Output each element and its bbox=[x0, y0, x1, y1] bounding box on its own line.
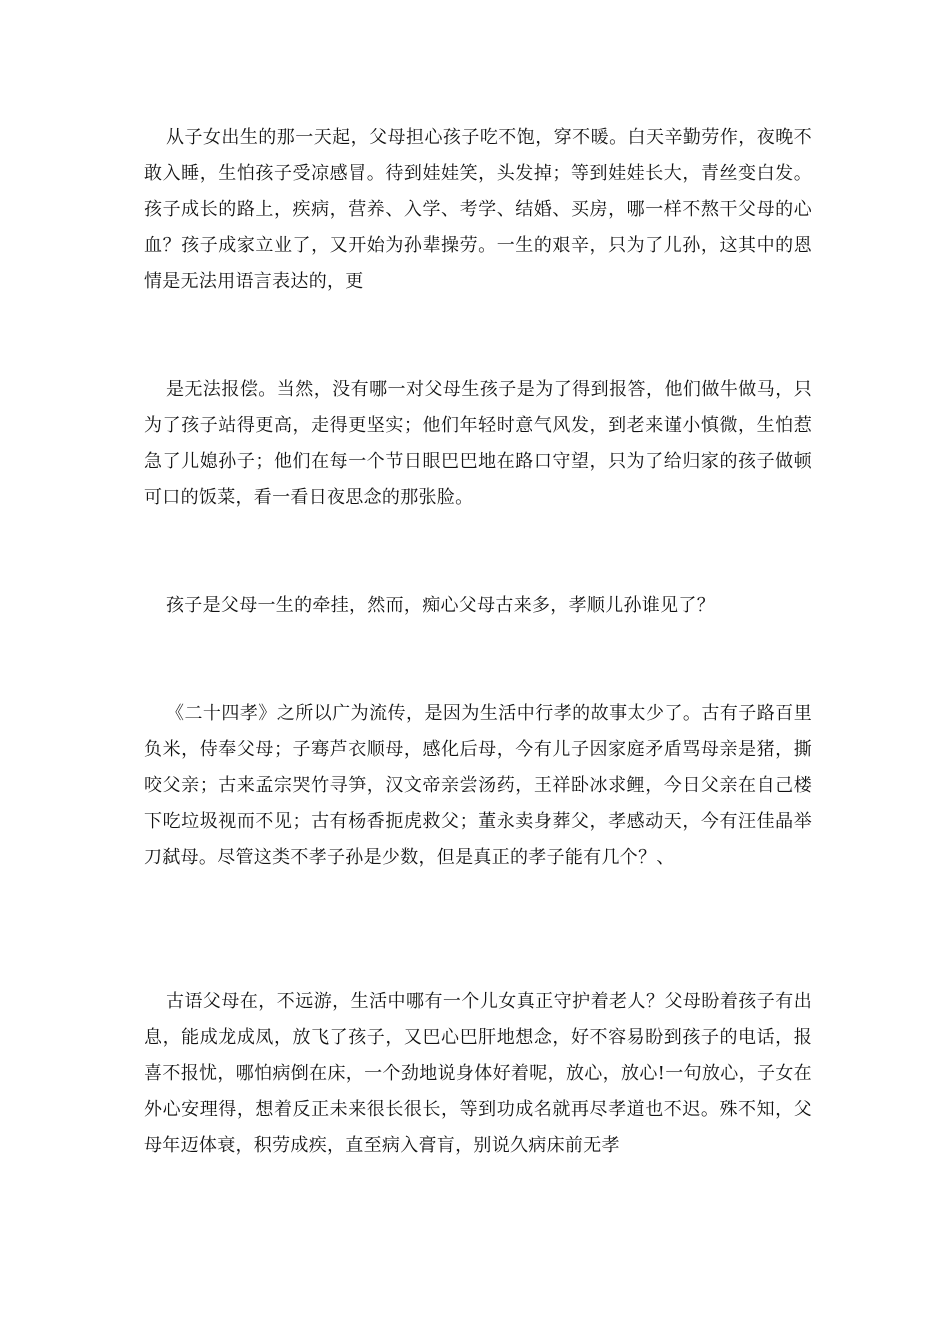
paragraph: 古语父母在，不远游，生活中哪有一个儿女真正守护着老人？父母盼着孩子有出息，能成龙成凤，放飞了孩子，又巴心巴肝地想念，好不容易盼到孩子的电话，报喜不报忧，哪怕病倒在床，一个劲地说身体好着呢，放心，放心!一句放心，子女在外心安理得，想着反正未来很长很长，等到功成名就再尽孝道也不迟。殊不知，父母年迈体衰，积劳成疾，直至病入膏肓，别说久病床前无孝 bbox=[144, 991, 812, 1156]
paragraph: 从子女出生的那一天起，父母担心孩子吃不饱，穿不暖。白天辛勤劳作，夜晚不敢入睡，生怕孩子受凉感冒。待到娃娃笑，头发掉；等到娃娃长大，青丝变白发。孩子成长的路上，疾病，营养、入学、考学、结婚、买房，哪一样不熬干父母的心血？孩子成家立业了，又开始为孙辈操劳。一生的艰辛，只为了儿孙，这其中的恩情是无法用语言表达的，更 bbox=[144, 127, 812, 292]
paragraph: 是无法报偿。当然，没有哪一对父母生孩子是为了得到报答，他们做牛做马，只为了孩子站得更高，走得更坚实；他们年轻时意气风发，到老来谨小慎微，生怕惹急了儿媳孙子；他们在每一个节日眼巴巴地在路口守望，只为了给归家的孩子做顿可口的饭菜，看一看日夜思念的那张脸。 bbox=[144, 379, 812, 508]
paragraph: 孩子是父母一生的牵挂，然而，痴心父母古来多，孝顺儿孙谁见了？ bbox=[166, 595, 715, 616]
paragraph: 《二十四孝》之所以广为流传，是因为生活中行孝的故事太少了。古有子路百里负米，侍奉父母；子骞芦衣顺母，感化后母，今有儿子因家庭矛盾骂母亲是猪，撕咬父亲；古来孟宗哭竹寻笋，汉文帝亲尝汤药，王祥卧冰求鲤，今日父亲在自己楼下吃垃圾视而不见；古有杨香扼虎救父；董永卖身葬父，孝感动天，今有汪佳晶举刀弑母。尽管这类不孝子孙是少数，但是真正的孝子能有几个？、 bbox=[144, 703, 812, 868]
